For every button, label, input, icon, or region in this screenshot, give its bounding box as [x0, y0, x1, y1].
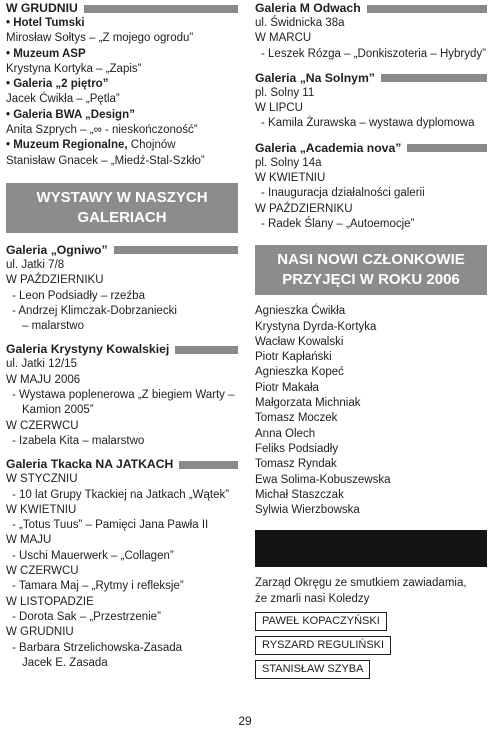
venue: • Muzeum Regionalne, Chojnów: [6, 139, 176, 152]
left-column: [6, 0, 238, 671]
heading-bar: [179, 461, 238, 469]
month: W KWIETNIU: [6, 503, 77, 516]
heading-bar: [407, 144, 487, 152]
month: W LIPCU: [255, 102, 303, 115]
heading-bar: [367, 5, 487, 13]
obituary-text: Zarząd Okręgu ze smutkiem zawiadamia,: [255, 577, 467, 590]
gallery-title: Galeria „Na Solnym”: [255, 70, 487, 86]
heading-bar: [84, 5, 238, 13]
deceased-name: RYSZARD REGULIŃSKI: [255, 636, 391, 655]
gallery-kowalskiej: [6, 341, 238, 449]
exhibition: Anita Szprych – „∞ - nieskończoność”: [6, 124, 198, 137]
month: W GRUDNIU: [6, 626, 74, 639]
members-list: [255, 304, 487, 518]
exhibition-item: - Leon Podsiadły – rzeźba: [12, 289, 145, 302]
exhibition: Stanisław Gnacek – „Miedź-Stal-Szkło”: [6, 154, 205, 167]
month: W PAŹDZIERNIKU: [255, 202, 353, 215]
gallery-modwach: [255, 0, 487, 62]
month: W CZERWCU: [6, 565, 79, 578]
exhibition-item: - Andrzej Klimczak-Dobrzaniecki: [12, 304, 177, 317]
member-name: Małgorzata Michniak: [255, 397, 361, 410]
exhibition-item: - 10 lat Grupy Tkackiej na Jatkach „Wątek”: [12, 488, 230, 501]
member-name: Wacław Kowalski: [255, 335, 344, 348]
exhibition-item: - Wystawa poplenerowa „Z biegiem Warty –: [12, 389, 235, 402]
gallery-title: Galeria „Ogniwo”: [6, 242, 238, 258]
month: W MARCU: [255, 32, 312, 45]
exhibition-item: Jacek E. Zasada: [22, 656, 108, 669]
exhibition-item: - Barbara Strzelichowska-Zasada: [12, 641, 183, 654]
address: ul. Jatki 7/8: [6, 258, 65, 271]
gallery-title: Galeria M Odwach: [255, 0, 487, 16]
member-name: Piotr Kapłański: [255, 351, 332, 364]
gallery-title: Galeria „Academia nova”: [255, 140, 487, 156]
heading-bar: [114, 246, 238, 254]
exhibition-item: - Uschi Mauerwerk – „Collagen”: [12, 549, 174, 562]
deceased-name: PAWEŁ KOPACZYŃSKI: [255, 612, 387, 631]
banner-czlonkowie: NASI NOWI CZŁONKOWIE PRZYJĘCI W ROKU 2006: [255, 245, 487, 295]
exhibition: Krystyna Kortyka – „Zapis”: [6, 62, 142, 75]
member-name: Krystyna Dyrda-Kortyka: [255, 320, 377, 333]
exhibition-item: - Leszek Rózga – „Donkiszoteria – Hybrydy”: [261, 47, 486, 60]
member-name: Agnieszka Ćwikła: [255, 305, 346, 318]
heading-bar: [381, 74, 487, 82]
gallery-title: Galeria Tkacka NA JATKACH: [6, 456, 238, 472]
gallery-tkacka: [6, 456, 238, 671]
banner-wystawy: WYSTAWY W NASZYCH GALERIACH: [6, 183, 238, 233]
deceased-name: STANISŁAW SZYBA: [255, 660, 370, 679]
address: pl. Solny 11: [255, 86, 315, 99]
exhibition-item-cont: – malarstwo: [22, 320, 84, 333]
section-grudniu: [6, 0, 238, 169]
gallery-title: Galeria Krystyny Kowalskiej: [6, 341, 238, 357]
tkacka-lines: [6, 472, 238, 671]
exhibition-item: - Izabela Kita – malarstwo: [12, 434, 145, 447]
month: W CZERWCU: [6, 419, 79, 432]
page-number: 29: [238, 714, 252, 728]
month: W KWIETNIU: [255, 172, 326, 185]
right-column: [255, 0, 487, 679]
venue: • Galeria BWA „Design”: [6, 108, 135, 121]
obituary-names: [255, 611, 487, 679]
gallery-academia: [255, 140, 487, 232]
member-name: Tomasz Moczek: [255, 412, 338, 425]
exhibition-item-cont: Kamion 2005”: [22, 404, 94, 417]
venue: • Muzeum ASP: [6, 47, 86, 60]
exhibition: Mirosław Sołtys – „Z mojego ogrodu”: [6, 32, 194, 45]
obituary: [255, 576, 487, 679]
venue: • Hotel Tumski: [6, 17, 85, 29]
exhibition-item: - „Totus Tuus” – Pamięci Jana Pawła II: [12, 519, 209, 532]
member-name: Michał Staszczak: [255, 488, 344, 501]
address: ul. Jatki 12/15: [6, 358, 77, 371]
member-name: Agnieszka Kopeć: [255, 366, 344, 379]
member-name: Feliks Podsiadły: [255, 442, 339, 455]
month: W PAŹDZIERNIKU: [6, 274, 104, 287]
exhibition-item: - Tamara Maj – „Rytmy i refleksje”: [12, 580, 184, 593]
exhibition-item: - Dorota Sak – „Przestrzenie”: [12, 610, 161, 623]
member-name: Piotr Makała: [255, 381, 319, 394]
exhibition-item: - Kamila Żurawska – wystawa dyplomowa: [261, 117, 475, 130]
member-name: Tomasz Ryndak: [255, 458, 337, 471]
month: W MAJU: [6, 534, 52, 547]
black-box: [255, 530, 487, 567]
gallery-solny: [255, 70, 487, 132]
section-heading: W GRUDNIU: [6, 0, 238, 16]
address: pl. Solny 14a: [255, 156, 322, 169]
obituary-text: że zmarli nasi Koledzy: [255, 592, 370, 605]
member-name: Sylwia Wierzbowska: [255, 504, 360, 517]
heading-bar: [175, 346, 238, 354]
month: W STYCZNIU: [6, 473, 78, 486]
month: W LISTOPADZIE: [6, 595, 94, 608]
exhibition-item: - Inauguracja działalności galerii: [261, 187, 425, 200]
gallery-ogniwo: [6, 242, 238, 334]
member-name: Anna Olech: [255, 427, 316, 440]
exhibition-item: - Radek Ślany – „Autoemocje”: [261, 217, 415, 230]
member-name: Ewa Solima-Kobuszewska: [255, 473, 391, 486]
address: ul. Świdnicka 38a: [255, 17, 345, 29]
venue: • Galeria „2 piętro”: [6, 78, 109, 91]
exhibition: Jacek Ćwikła – „Pętla”: [6, 93, 120, 106]
month: W MAJU 2006: [6, 373, 81, 386]
